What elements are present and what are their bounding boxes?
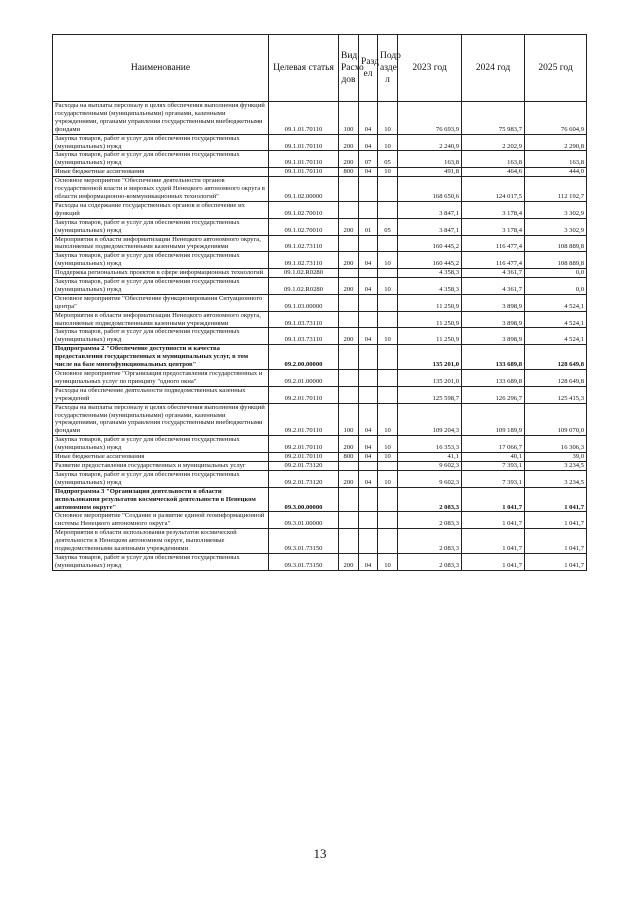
- page-number: 13: [313, 846, 327, 861]
- table-row: [53, 269, 587, 278]
- cell-expense-type: [339, 269, 359, 278]
- cell-section: [359, 177, 378, 202]
- cell-year-2024: 1 041,7: [462, 487, 525, 512]
- header-target-article: Целевая статья: [269, 35, 339, 102]
- cell-expense-type: 200: [339, 436, 359, 453]
- cell-target-article: 09.2.01.70110: [269, 453, 339, 462]
- cell-year-2024: 4 361,7: [462, 269, 525, 278]
- cell-year-2025: 1 041,7: [525, 512, 587, 529]
- cell-expense-type: 800: [339, 168, 359, 177]
- cell-name: Закупка товаров, работ и услуг для обеспечения государственных (муниципальных) нужд: [53, 436, 269, 453]
- cell-year-2024: 464,6: [462, 168, 525, 177]
- cell-year-2025: 0,0: [525, 278, 587, 295]
- table-row: [53, 311, 587, 328]
- table-row: [53, 278, 587, 295]
- cell-section: 04: [359, 102, 378, 135]
- cell-target-article: 09.1.02.00000: [269, 177, 339, 202]
- cell-expense-type: [339, 235, 359, 252]
- cell-year-2023: 2 083,3: [398, 529, 462, 554]
- cell-expense-type: 200: [339, 151, 359, 168]
- cell-year-2023: 11 250,9: [398, 328, 462, 345]
- cell-subsection: 10: [378, 134, 398, 151]
- cell-year-2025: 1 041,7: [525, 529, 587, 554]
- cell-name: Основное мероприятие "Создание и развитие единой геоинформационной системы Ненецкого автономного округа": [53, 512, 269, 529]
- cell-expense-type: 200: [339, 134, 359, 151]
- cell-subsection: [378, 512, 398, 529]
- cell-year-2024: 1 041,7: [462, 553, 525, 570]
- cell-name: Закупка товаров, работ и услуг для обеспечения государственных (муниципальных) нужд: [53, 553, 269, 570]
- cell-year-2025: 444,0: [525, 168, 587, 177]
- cell-expense-type: [339, 386, 359, 403]
- cell-expense-type: [339, 461, 359, 470]
- cell-target-article: 09.3.00.00000: [269, 487, 339, 512]
- budget-table-page: [52, 34, 586, 571]
- cell-subsection: [378, 177, 398, 202]
- cell-year-2024: 116 477,4: [462, 252, 525, 269]
- cell-target-article: 09.1.01.70110: [269, 134, 339, 151]
- header-year-2025: 2025 год: [525, 35, 587, 102]
- cell-subsection: 10: [378, 168, 398, 177]
- cell-year-2025: 2 290,8: [525, 134, 587, 151]
- cell-year-2024: 116 477,4: [462, 235, 525, 252]
- cell-expense-type: 200: [339, 278, 359, 295]
- cell-expense-type: [339, 345, 359, 370]
- cell-year-2024: 3 898,9: [462, 294, 525, 311]
- cell-year-2024: 40,1: [462, 453, 525, 462]
- cell-section: 04: [359, 436, 378, 453]
- cell-year-2024: 133 689,8: [462, 345, 525, 370]
- table-row: [53, 512, 587, 529]
- cell-expense-type: [339, 487, 359, 512]
- cell-target-article: 09.1.03.73110: [269, 311, 339, 328]
- cell-year-2025: 128 649,8: [525, 370, 587, 387]
- cell-year-2023: 41,1: [398, 453, 462, 462]
- table-row: [53, 553, 587, 570]
- cell-section: 07: [359, 151, 378, 168]
- cell-year-2025: 4 524,1: [525, 311, 587, 328]
- table-row: [53, 294, 587, 311]
- cell-subsection: [378, 461, 398, 470]
- cell-expense-type: [339, 177, 359, 202]
- cell-section: 04: [359, 252, 378, 269]
- cell-year-2023: 3 847,1: [398, 201, 462, 218]
- cell-section: 04: [359, 168, 378, 177]
- cell-name: Расходы на выплаты персоналу в целях обеспечения выполнения функций государственными (муниципальными) органами, казенными учреждениями, органами управления государственными внебюджетными фондами: [53, 403, 269, 436]
- cell-year-2023: 3 847,1: [398, 218, 462, 235]
- cell-expense-type: [339, 370, 359, 387]
- cell-year-2024: 1 041,7: [462, 512, 525, 529]
- cell-year-2025: 16 306,3: [525, 436, 587, 453]
- cell-year-2023: 135 201,0: [398, 345, 462, 370]
- cell-target-article: 09.2.01.73120: [269, 470, 339, 487]
- table-row: [53, 151, 587, 168]
- cell-expense-type: 100: [339, 102, 359, 135]
- table-row: [53, 470, 587, 487]
- cell-section: [359, 529, 378, 554]
- cell-year-2025: 4 524,1: [525, 328, 587, 345]
- cell-name: Закупка товаров, работ и услуг для обеспечения государственных (муниципальных) нужд: [53, 151, 269, 168]
- cell-subsection: [378, 235, 398, 252]
- table-body: [53, 102, 587, 571]
- cell-year-2024: 7 393,1: [462, 470, 525, 487]
- cell-section: 04: [359, 278, 378, 295]
- cell-name: Подпрограмма 2 "Обеспечение доступности и качества предоставления государственных и муниципальных услуг, в том числе на базе многофункциональных центров": [53, 345, 269, 370]
- cell-year-2024: 163,8: [462, 151, 525, 168]
- cell-subsection: [378, 311, 398, 328]
- cell-target-article: 09.1.02.R0280: [269, 278, 339, 295]
- table-row: [53, 235, 587, 252]
- table-row: [53, 487, 587, 512]
- cell-year-2023: 491,8: [398, 168, 462, 177]
- cell-year-2023: 2 240,9: [398, 134, 462, 151]
- table-row: [53, 453, 587, 462]
- cell-subsection: [378, 529, 398, 554]
- table-row: [53, 386, 587, 403]
- cell-name: Мероприятия в области информатизации Ненецкого автономного округа, выполняемые подведомственными казенными учреждениями: [53, 311, 269, 328]
- cell-target-article: 09.1.03.00000: [269, 294, 339, 311]
- table-row: [53, 529, 587, 554]
- cell-name: Закупка товаров, работ и услуг для обеспечения государственных (муниципальных) нужд: [53, 470, 269, 487]
- cell-year-2024: 2 202,9: [462, 134, 525, 151]
- table-row: [53, 370, 587, 387]
- cell-year-2023: 4 358,3: [398, 269, 462, 278]
- cell-section: 04: [359, 470, 378, 487]
- cell-expense-type: [339, 529, 359, 554]
- table-row: [53, 345, 587, 370]
- cell-subsection: [378, 201, 398, 218]
- cell-year-2025: 3 234,5: [525, 470, 587, 487]
- cell-subsection: [378, 370, 398, 387]
- cell-subsection: 10: [378, 553, 398, 570]
- cell-name: Закупка товаров, работ и услуг для обеспечения государственных (муниципальных) нужд: [53, 218, 269, 235]
- cell-target-article: 09.2.00.00000: [269, 345, 339, 370]
- cell-name: Расходы на обеспечение деятельности подведомственных казенных учреждений: [53, 386, 269, 403]
- cell-year-2025: 1 041,7: [525, 553, 587, 570]
- table-row: [53, 177, 587, 202]
- cell-year-2024: 17 066,7: [462, 436, 525, 453]
- cell-year-2023: 160 445,2: [398, 235, 462, 252]
- cell-subsection: 10: [378, 328, 398, 345]
- cell-name: Закупка товаров, работ и услуг для обеспечения государственных (муниципальных) нужд: [53, 134, 269, 151]
- cell-year-2025: 1 041,7: [525, 487, 587, 512]
- cell-year-2024: 4 361,7: [462, 278, 525, 295]
- table-row: [53, 134, 587, 151]
- cell-section: [359, 269, 378, 278]
- cell-subsection: [378, 269, 398, 278]
- cell-subsection: 10: [378, 403, 398, 436]
- cell-section: [359, 461, 378, 470]
- cell-target-article: 09.3.01.73150: [269, 529, 339, 554]
- cell-year-2024: 7 393,1: [462, 461, 525, 470]
- cell-year-2023: 135 201,0: [398, 370, 462, 387]
- cell-year-2025: 128 649,8: [525, 345, 587, 370]
- cell-subsection: 10: [378, 470, 398, 487]
- cell-subsection: [378, 386, 398, 403]
- cell-subsection: 10: [378, 436, 398, 453]
- cell-section: 04: [359, 134, 378, 151]
- cell-target-article: 09.3.01.73150: [269, 553, 339, 570]
- cell-name: Основное мероприятие "Обеспечение функционирования Ситуационного центра": [53, 294, 269, 311]
- header-expense-type: Вид Расхо дов: [339, 35, 359, 102]
- cell-target-article: 09.2.01.70110: [269, 403, 339, 436]
- cell-name: Основное мероприятие "Обеспечение деятельности органов государственной власти и мировых судей Ненецкого автономного округа в области информационно-коммуникационных технологий": [53, 177, 269, 202]
- cell-year-2023: 16 353,3: [398, 436, 462, 453]
- cell-expense-type: [339, 311, 359, 328]
- cell-expense-type: [339, 512, 359, 529]
- table-row: [53, 436, 587, 453]
- cell-year-2025: 39,0: [525, 453, 587, 462]
- cell-year-2025: 3 302,9: [525, 218, 587, 235]
- cell-section: [359, 294, 378, 311]
- cell-name: Иные бюджетные ассигнования: [53, 168, 269, 177]
- cell-expense-type: 200: [339, 252, 359, 269]
- cell-year-2025: 108 889,8: [525, 252, 587, 269]
- cell-year-2025: 3 302,9: [525, 201, 587, 218]
- cell-year-2025: 4 524,1: [525, 294, 587, 311]
- cell-year-2023: 76 693,9: [398, 102, 462, 135]
- cell-year-2024: 1 041,7: [462, 529, 525, 554]
- cell-name: Расходы на содержание государственных органов и обеспечение их функций: [53, 201, 269, 218]
- cell-expense-type: [339, 294, 359, 311]
- cell-year-2025: 163,8: [525, 151, 587, 168]
- cell-expense-type: 200: [339, 553, 359, 570]
- header-year-2023: 2023 год: [398, 35, 462, 102]
- cell-name: Иные бюджетные ассигнования: [53, 453, 269, 462]
- cell-expense-type: 200: [339, 470, 359, 487]
- cell-target-article: 09.1.02.R0280: [269, 269, 339, 278]
- cell-name: Подпрограмма 3 "Организация деятельности в области использования результатов космической деятельности в Ненецком автономном округе": [53, 487, 269, 512]
- table-row: [53, 168, 587, 177]
- cell-name: Основное мероприятие "Организация предоставления государственных и муниципальных услуг по принципу "одного окна": [53, 370, 269, 387]
- cell-section: [359, 512, 378, 529]
- cell-subsection: [378, 345, 398, 370]
- cell-section: [359, 345, 378, 370]
- cell-expense-type: 200: [339, 328, 359, 345]
- cell-subsection: 05: [378, 218, 398, 235]
- cell-name: Расходы на выплаты персоналу в целях обеспечения выполнения функций государственными (муниципальными) органами, казенными учреждениями, органами управления государственными внебюджетными фондами: [53, 102, 269, 135]
- cell-section: [359, 311, 378, 328]
- table-row: [53, 461, 587, 470]
- cell-year-2024: 75 983,7: [462, 102, 525, 135]
- cell-target-article: 09.1.02.73110: [269, 235, 339, 252]
- cell-section: 04: [359, 553, 378, 570]
- cell-expense-type: 800: [339, 453, 359, 462]
- cell-year-2025: 0,0: [525, 269, 587, 278]
- cell-year-2024: 3 898,9: [462, 328, 525, 345]
- cell-target-article: 09.2.01.70110: [269, 436, 339, 453]
- cell-year-2023: 11 250,9: [398, 294, 462, 311]
- cell-expense-type: [339, 201, 359, 218]
- cell-name: Закупка товаров, работ и услуг для обеспечения государственных (муниципальных) нужд: [53, 278, 269, 295]
- cell-year-2024: 3 178,4: [462, 218, 525, 235]
- cell-expense-type: 100: [339, 403, 359, 436]
- table-row: [53, 102, 587, 135]
- cell-year-2023: 9 602,3: [398, 470, 462, 487]
- cell-subsection: [378, 294, 398, 311]
- cell-year-2025: 112 192,7: [525, 177, 587, 202]
- header-year-2024: 2024 год: [462, 35, 525, 102]
- budget-table: [52, 34, 587, 571]
- cell-name: Мероприятия в области информатизации Ненецкого автономного округа, выполняемые подведомственными казенными учреждениями: [53, 235, 269, 252]
- cell-name: Закупка товаров, работ и услуг для обеспечения государственных (муниципальных) нужд: [53, 252, 269, 269]
- cell-year-2023: 163,8: [398, 151, 462, 168]
- header-subsection: Подр азде л: [378, 35, 398, 102]
- table-row: [53, 403, 587, 436]
- cell-year-2024: 3 178,4: [462, 201, 525, 218]
- cell-year-2023: 2 083,3: [398, 553, 462, 570]
- cell-name: Мероприятия в области использования результатов космической деятельности в Ненецком автономном округе, выполняемые подведомственными казенными учреждениями: [53, 529, 269, 554]
- cell-target-article: 09.1.01.70110: [269, 102, 339, 135]
- cell-section: 04: [359, 328, 378, 345]
- cell-subsection: 10: [378, 278, 398, 295]
- cell-year-2023: 9 602,3: [398, 461, 462, 470]
- cell-target-article: 09.1.02.73110: [269, 252, 339, 269]
- table-row: [53, 252, 587, 269]
- cell-year-2025: 108 889,8: [525, 235, 587, 252]
- cell-year-2024: 109 189,9: [462, 403, 525, 436]
- cell-year-2024: 3 898,9: [462, 311, 525, 328]
- cell-section: [359, 386, 378, 403]
- cell-year-2024: 124 017,5: [462, 177, 525, 202]
- cell-target-article: 09.1.02.70010: [269, 218, 339, 235]
- cell-subsection: 10: [378, 252, 398, 269]
- cell-subsection: 05: [378, 151, 398, 168]
- header-name: Наименование: [53, 35, 269, 102]
- cell-year-2023: 4 358,3: [398, 278, 462, 295]
- cell-expense-type: 200: [339, 218, 359, 235]
- cell-section: [359, 201, 378, 218]
- cell-target-article: 09.1.02.70010: [269, 201, 339, 218]
- cell-year-2023: 125 598,7: [398, 386, 462, 403]
- cell-target-article: 09.2.01.73120: [269, 461, 339, 470]
- cell-subsection: 10: [378, 102, 398, 135]
- cell-year-2023: 2 083,3: [398, 512, 462, 529]
- cell-year-2025: 76 604,9: [525, 102, 587, 135]
- cell-target-article: 09.1.03.73110: [269, 328, 339, 345]
- cell-section: [359, 235, 378, 252]
- cell-target-article: 09.1.01.70110: [269, 168, 339, 177]
- cell-year-2025: 3 234,5: [525, 461, 587, 470]
- cell-section: [359, 370, 378, 387]
- cell-year-2023: 168 650,6: [398, 177, 462, 202]
- cell-year-2023: 11 250,9: [398, 311, 462, 328]
- cell-target-article: 09.3.01.00000: [269, 512, 339, 529]
- cell-section: 01: [359, 218, 378, 235]
- cell-year-2024: 133 689,8: [462, 370, 525, 387]
- cell-year-2023: 2 083,3: [398, 487, 462, 512]
- cell-subsection: [378, 487, 398, 512]
- cell-year-2025: 109 070,0: [525, 403, 587, 436]
- cell-section: 04: [359, 403, 378, 436]
- cell-target-article: 09.2.01.00000: [269, 370, 339, 387]
- cell-name: Развитие предоставления государственных и муниципальных услуг: [53, 461, 269, 470]
- table-row: [53, 201, 587, 218]
- cell-name: Поддержка региональных проектов в сфере информационных технологий: [53, 269, 269, 278]
- table-row: [53, 218, 587, 235]
- cell-target-article: 09.1.01.70110: [269, 151, 339, 168]
- cell-year-2024: 126 296,7: [462, 386, 525, 403]
- cell-year-2023: 109 204,3: [398, 403, 462, 436]
- header-section: Разд ел: [359, 35, 378, 102]
- table-header-row: [53, 35, 587, 102]
- cell-year-2025: 125 415,3: [525, 386, 587, 403]
- cell-section: [359, 487, 378, 512]
- cell-target-article: 09.2.01.70110: [269, 386, 339, 403]
- cell-subsection: 10: [378, 453, 398, 462]
- table-row: [53, 328, 587, 345]
- cell-year-2023: 160 445,2: [398, 252, 462, 269]
- cell-section: 04: [359, 453, 378, 462]
- cell-name: Закупка товаров, работ и услуг для обеспечения государственных (муниципальных) нужд: [53, 328, 269, 345]
